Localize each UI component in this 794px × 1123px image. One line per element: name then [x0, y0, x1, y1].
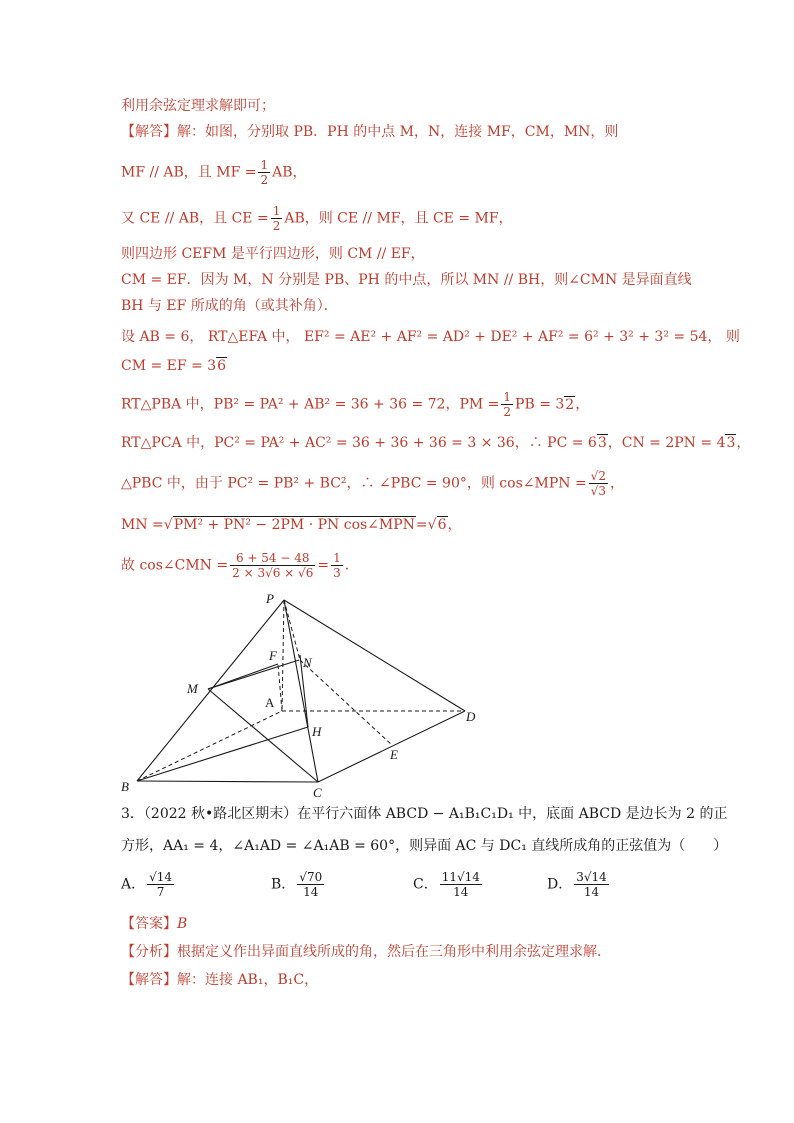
label-A: A — [265, 695, 275, 710]
fraction: $\frac{6 + 54 - 48}{2 \times 3√6 \times √6}$ — [232, 551, 314, 580]
edge-BA-hidden — [137, 711, 282, 781]
analysis-line: 【分析】根据定义作出异面直线所成的角，然后在三角形中利用余弦定理求解． — [121, 944, 611, 960]
solution-line: 【解答】解：连接 AB₁，B₁C， — [121, 972, 319, 988]
segment-MF — [208, 664, 278, 689]
text-line-6: CM = EF．因为 M，N 分别是 PB、PH 的中点，所以 MN // BH，则∠CMN 是异面直线 — [121, 272, 692, 288]
fraction: $\frac{1}{3}$ — [333, 551, 341, 580]
segment-PN-hidden — [284, 600, 300, 660]
edge-PC — [284, 600, 318, 782]
segment-BH — [137, 727, 308, 781]
question-3-line-2: 方形，AA₁ = 4，∠A₁AD = ∠A₁AB = 60°，则异面 AC 与 DC₁ 直线所成角的正弦值为（ ） — [121, 838, 728, 854]
label-N: N — [303, 655, 312, 670]
fraction: $\frac{1}{2}$ — [503, 390, 512, 419]
fraction: $\frac{1}{2}$ — [272, 204, 281, 233]
text-line-14: 故 cos∠CMN = $\frac{6 + 54 - 48}{2 \times 3√6 \times √6}$ = $\frac{1}{3}$ ． — [121, 551, 359, 580]
option-c[interactable]: C． $\frac{11√14}{14}$ — [413, 870, 480, 899]
label-M: M — [187, 681, 198, 696]
question-3-line-1: 3．（2022 秋•路北区期末）在平行六面体 ABCD − A₁B₁C₁D₁ 中，底面 ABCD 是边长为 2 的正 — [121, 806, 728, 822]
text-line-12: △PBC 中，由于 PC² = PB² + BC²，∴ ∠PBC = 90°，则 cos∠MPN = $\frac{√2}{√3}$ ， — [121, 469, 624, 498]
text-line-13: MN =√PM² + PN² − 2PM · PN cos∠MPN=√6， — [121, 517, 462, 533]
text-line-9: CM = EF = 36 — [121, 358, 227, 374]
label-B: B — [121, 779, 129, 794]
answer-tag: 【解答】 — [121, 124, 177, 140]
label-P: P — [266, 591, 274, 606]
fraction: $\frac{1}{2}$ — [260, 158, 269, 187]
label-D: D — [466, 709, 476, 724]
text-line-1: 利用余弦定理求解即可； — [121, 98, 275, 114]
text-line-10: RT△PBA 中，PB² = PA² + AB² = 36 + 36 = 72，PM = $\frac{1}{2}$ PB = 32， — [121, 390, 590, 419]
label-H: H — [312, 724, 322, 739]
text-line-3: MF // AB，且 MF = $\frac{1}{2}$ AB， — [121, 158, 307, 187]
fraction: $\frac{√2}{√3}$ — [590, 469, 606, 498]
option-a[interactable]: A． $\frac{√14}{7}$ — [121, 870, 173, 899]
text-line-4: 又 CE // AB，且 CE = $\frac{1}{2}$ AB，则 CE // MF，且 CE = MF， — [121, 204, 513, 233]
label-C: C — [313, 785, 322, 800]
answer-line: 【答案】B — [121, 916, 188, 932]
edge-PA-hidden — [282, 600, 284, 711]
segment-AF-hidden — [278, 664, 282, 711]
label-F: F — [269, 648, 277, 663]
option-d[interactable]: D． $\frac{3√14}{14}$ — [547, 870, 607, 899]
option-b[interactable]: B． $\frac{√70}{14}$ — [271, 870, 323, 899]
text-line-7: BH 与 EF 所成的角（或其补角）． — [121, 298, 338, 314]
segment-MC — [208, 689, 318, 782]
text-line-5: 则四边形 CEFM 是平行四边形，则 CM // EF， — [121, 246, 425, 262]
edge-BC — [137, 781, 318, 782]
text-line-2: 【解答】解：如图，分别取 PB．PH 的中点 M，N，连接 MF，CM，MN，则 — [121, 124, 619, 140]
label-E: E — [390, 747, 398, 762]
text-line-11: RT△PCA 中，PC² = PA² + AC² = 36 + 36 + 36 = 3 × 36，∴ PC = 63，CN = 2PN = 43， — [121, 435, 751, 451]
text-line-8: 设 AB = 6， RT△EFA 中， EF² = AE² + AF² = AD² + DE² + AF² = 6² + 3² + 3² = 54， 则 — [121, 329, 740, 345]
